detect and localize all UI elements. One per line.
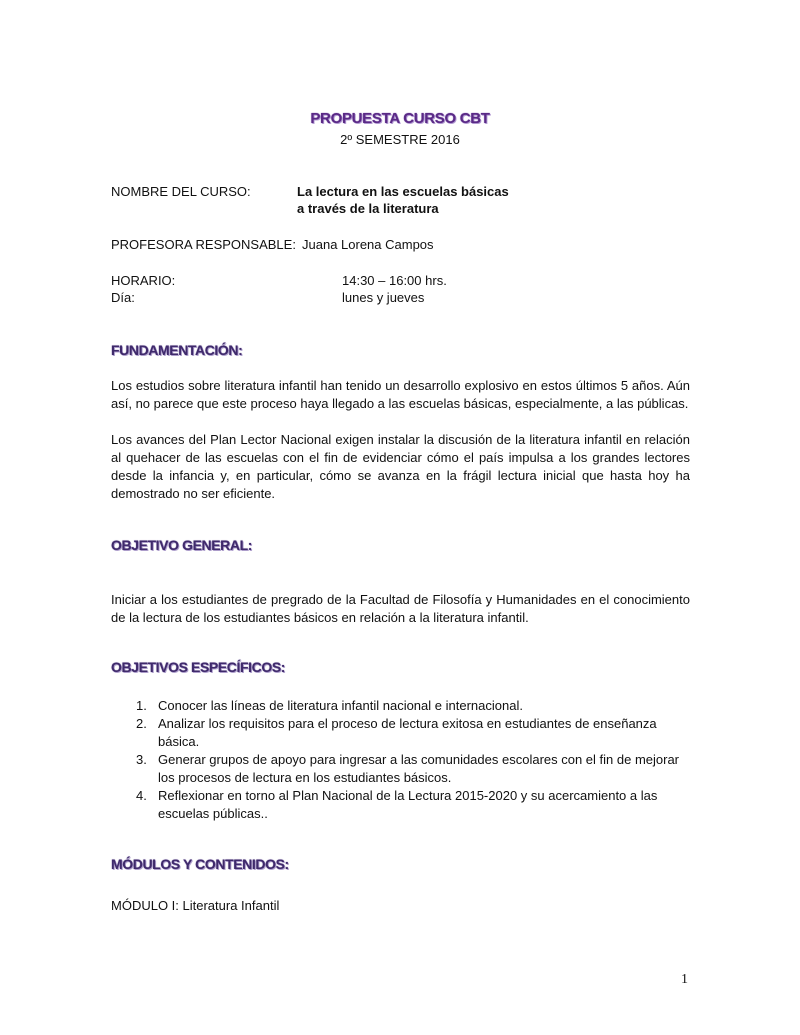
list-item: [111, 697, 691, 715]
list-item-text: Analizar los requisitos para el proceso de lectura exitosa en estudiantes de enseñanza básica.: [158, 716, 657, 749]
list-item: [111, 751, 691, 787]
document-subtitle: 2º SEMESTRE 2016: [340, 132, 460, 147]
list-item-number: 3.: [136, 752, 147, 767]
course-name-label: NOMBRE DEL CURSO:: [111, 184, 251, 199]
fundamentacion-paragraph-1: Los estudios sobre literatura infantil han tenido un desarrollo explosivo en estos últimos 5 años. Aún así, no parece que este proceso haya llegado a las escuelas básicas, especialmente, a las públicas.: [111, 378, 690, 411]
course-name-line2: a través de la literatura: [297, 201, 439, 216]
day-label: Día:: [111, 290, 135, 305]
list-item: [111, 715, 691, 751]
schedule-label: HORARIO:: [111, 273, 176, 288]
list-item-number: 1.: [136, 698, 147, 713]
fundamentacion-heading: FUNDAMENTACIÓN:: [111, 342, 243, 358]
objetivo-general-text: Iniciar a los estudiantes de pregrado de la Facultad de Filosofía y Humanidades en el conocimiento de la lectura de los estudiantes básicos en relación a la literatura infantil.: [111, 592, 690, 625]
list-item-number: 4.: [136, 788, 147, 803]
list-item-text: Reflexionar en torno al Plan Nacional de la Lectura 2015-2020 y su acercamiento a las escuelas públicas..: [158, 788, 658, 821]
document-title: PROPUESTA CURSO CBT: [310, 110, 490, 127]
schedule-value: 14:30 – 16:00 hrs.: [342, 273, 447, 288]
list-item-text: Generar grupos de apoyo para ingresar a las comunidades escolares con el fin de mejorar los procesos de lectura en los estudiantes básicos.: [158, 752, 680, 785]
teacher-label: PROFESORA RESPONSABLE:: [111, 237, 296, 252]
course-name-line1: La lectura en las escuelas básicas: [297, 184, 509, 199]
objetivo-general-heading: OBJETIVO GENERAL:: [111, 537, 252, 553]
module-1-title: MÓDULO I: Literatura Infantil: [111, 898, 280, 913]
page-number: 1: [681, 972, 688, 987]
day-value: lunes y jueves: [342, 290, 425, 305]
modulos-heading: MÓDULOS Y CONTENIDOS:: [111, 856, 289, 872]
objetivos-especificos-list: [111, 697, 691, 823]
fundamentacion-paragraph-2: Los avances del Plan Lector Nacional exigen instalar la discusión de la literatura infantil en relación al quehacer de las escuelas con el fin de evidenciar cómo el país impulsa a los grandes lectores desde la infancia y, en particular, cómo se avanza en la frágil lectura inicial que hasta hoy ha demostrado no ser eficiente.: [111, 432, 690, 501]
objetivos-especificos-heading: OBJETIVOS ESPECÍFICOS:: [111, 659, 286, 675]
list-item-text: Conocer las líneas de literatura infantil nacional e internacional.: [158, 698, 523, 713]
list-item: [111, 787, 691, 823]
teacher-value: Juana Lorena Campos: [302, 237, 434, 252]
list-item-number: 2.: [136, 716, 147, 731]
